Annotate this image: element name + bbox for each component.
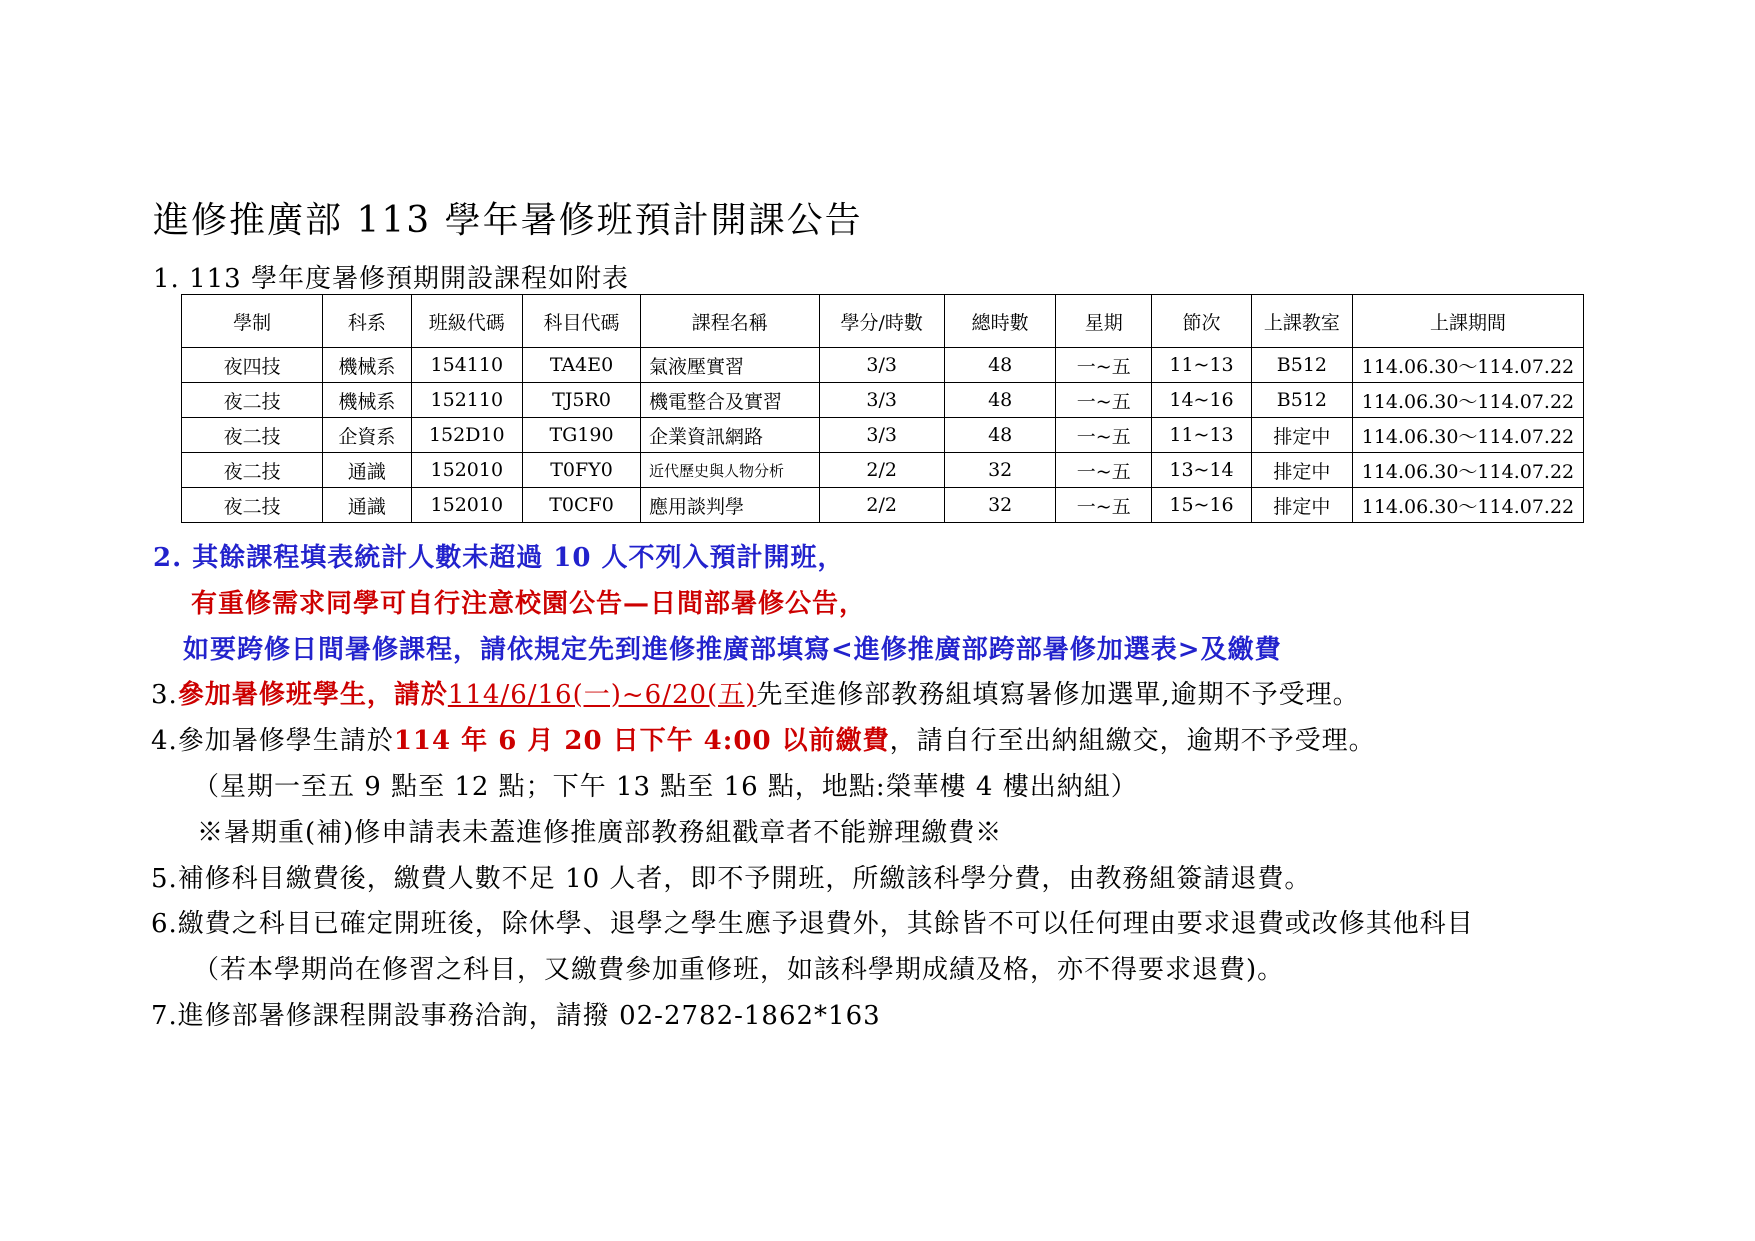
header-credits-hours: 學分/時數 [819, 295, 944, 348]
cell-periods: 13~14 [1152, 453, 1252, 488]
cell-total-hours: 48 [944, 418, 1056, 453]
course-table [181, 294, 1584, 523]
item-5: 5.補修科目繳費後，繳費人數不足 10 人者，即不予開班，所繳該科學分費，由教務組簽請退費。 [151, 864, 1312, 894]
header-course-name: 課程名稱 [641, 295, 820, 348]
item-6-line-1: 6.繳費之科目已確定開班後，除休學、退學之學生應予退費外，其餘皆不可以任何理由要求退費或改修其他科目 [151, 909, 1474, 939]
cell-department: 通識 [323, 488, 411, 523]
cell-credits-hours: 2/2 [819, 453, 944, 488]
cell-classroom: 排定中 [1251, 453, 1352, 488]
cell-class-code: 152110 [411, 383, 523, 418]
cell-class-code: 154110 [411, 348, 523, 383]
item-7: 7.進修部暑修課程開設事務洽詢，請撥 02-2782-1862*163 [151, 1001, 881, 1031]
cell-department: 通識 [323, 453, 411, 488]
cell-course-name: 機電整合及實習 [641, 383, 820, 418]
cell-classroom: 排定中 [1251, 488, 1352, 523]
cell-period-dates: 114.06.30～114.07.22 [1352, 453, 1583, 488]
table-header-row [182, 295, 1584, 348]
header-periods: 節次 [1152, 295, 1252, 348]
item-3-number: 3. [151, 680, 178, 710]
cell-periods: 15~16 [1152, 488, 1252, 523]
cell-period-dates: 114.06.30～114.07.22 [1352, 488, 1583, 523]
cell-system: 夜四技 [182, 348, 323, 383]
cell-subject-code: T0CF0 [523, 488, 641, 523]
item-4 [151, 720, 1376, 757]
cell-classroom: 排定中 [1251, 418, 1352, 453]
table-row [182, 418, 1584, 453]
cell-classroom: B512 [1251, 348, 1352, 383]
cell-periods: 11~13 [1152, 348, 1252, 383]
item-3-highlight: 參加暑修班學生，請於 [177, 680, 448, 710]
cell-credits-hours: 3/3 [819, 383, 944, 418]
cell-course-name: 近代歷史與人物分析 [641, 453, 820, 488]
item-2-line-3: 如要跨修日間暑修課程，請依規定先到進修推廣部填寫<進修推廣部跨部暑修加選表>及繳費 [183, 635, 1282, 665]
item-4-line-3: ※暑期重(補)修申請表未蓋進修推廣部教務組戳章者不能辦理繳費※ [197, 818, 1003, 848]
cell-weekday: 一~五 [1056, 348, 1152, 383]
cell-total-hours: 32 [944, 488, 1056, 523]
cell-subject-code: T0FY0 [523, 453, 641, 488]
cell-period-dates: 114.06.30～114.07.22 [1352, 418, 1583, 453]
cell-course-name: 應用談判學 [641, 488, 820, 523]
cell-system: 夜二技 [182, 453, 323, 488]
cell-class-code: 152010 [411, 488, 523, 523]
cell-course-name: 氣液壓實習 [641, 348, 820, 383]
cell-total-hours: 32 [944, 453, 1056, 488]
item-3-rest: 先至進修部教務組填寫暑修加選單,逾期不予受理。 [756, 680, 1360, 710]
item-4-rest: ，請自行至出納組繳交，逾期不予受理。 [889, 726, 1376, 756]
item-3-date-range: 114/6/16(一)~6/20(五) [447, 680, 757, 710]
cell-class-code: 152D10 [411, 418, 523, 453]
cell-weekday: 一~五 [1056, 488, 1152, 523]
header-weekday: 星期 [1056, 295, 1152, 348]
item-4-deadline: 114 年 6 月 20 日下午 4:00 以前繳費 [393, 726, 890, 756]
header-classroom: 上課教室 [1251, 295, 1352, 348]
item-2-line-2: 有重修需求同學可自行注意校園公告—日間部暑修公告， [191, 589, 867, 619]
header-period-dates: 上課期間 [1352, 295, 1583, 348]
cell-period-dates: 114.06.30～114.07.22 [1352, 348, 1583, 383]
cell-department: 機械系 [323, 383, 411, 418]
cell-period-dates: 114.06.30～114.07.22 [1352, 383, 1583, 418]
item-3 [151, 674, 1360, 711]
page-title: 進修推廣部 113 學年暑修班預計開課公告 [153, 200, 863, 241]
header-department: 科系 [323, 295, 411, 348]
cell-subject-code: TG190 [523, 418, 641, 453]
table-row [182, 488, 1584, 523]
cell-department: 機械系 [323, 348, 411, 383]
item-1: 1. 113 學年度暑修預期開設課程如附表 [153, 264, 629, 294]
cell-weekday: 一~五 [1056, 418, 1152, 453]
cell-subject-code: TA4E0 [523, 348, 641, 383]
cell-system: 夜二技 [182, 418, 323, 453]
cell-credits-hours: 3/3 [819, 348, 944, 383]
cell-subject-code: TJ5R0 [523, 383, 641, 418]
cell-credits-hours: 3/3 [819, 418, 944, 453]
cell-class-code: 152010 [411, 453, 523, 488]
header-class-code: 班級代碼 [411, 295, 523, 348]
cell-classroom: B512 [1251, 383, 1352, 418]
cell-credits-hours: 2/2 [819, 488, 944, 523]
item-4-prefix: 4.參加暑修學生請於 [151, 726, 394, 756]
cell-system: 夜二技 [182, 383, 323, 418]
cell-weekday: 一~五 [1056, 383, 1152, 418]
item-6-line-2: （若本學期尚在修習之科目，又繳費參加重修班，如該科學期成績及格，亦不得要求退費)。 [193, 955, 1285, 985]
header-subject-code: 科目代碼 [523, 295, 641, 348]
item-2-line-1: 2. 其餘課程填表統計人數未超過 10 人不列入預計開班， [153, 543, 845, 573]
cell-course-name: 企業資訊網路 [641, 418, 820, 453]
cell-total-hours: 48 [944, 348, 1056, 383]
table-row [182, 348, 1584, 383]
table-row [182, 453, 1584, 488]
table-row [182, 383, 1584, 418]
header-total-hours: 總時數 [944, 295, 1056, 348]
cell-periods: 11~13 [1152, 418, 1252, 453]
cell-total-hours: 48 [944, 383, 1056, 418]
header-system: 學制 [182, 295, 323, 348]
cell-weekday: 一~五 [1056, 453, 1152, 488]
cell-system: 夜二技 [182, 488, 323, 523]
item-4-line-2: （星期一至五 9 點至 12 點；下午 13 點至 16 點，地點:榮華樓 4 樓出納組） [193, 772, 1138, 802]
cell-department: 企資系 [323, 418, 411, 453]
cell-periods: 14~16 [1152, 383, 1252, 418]
